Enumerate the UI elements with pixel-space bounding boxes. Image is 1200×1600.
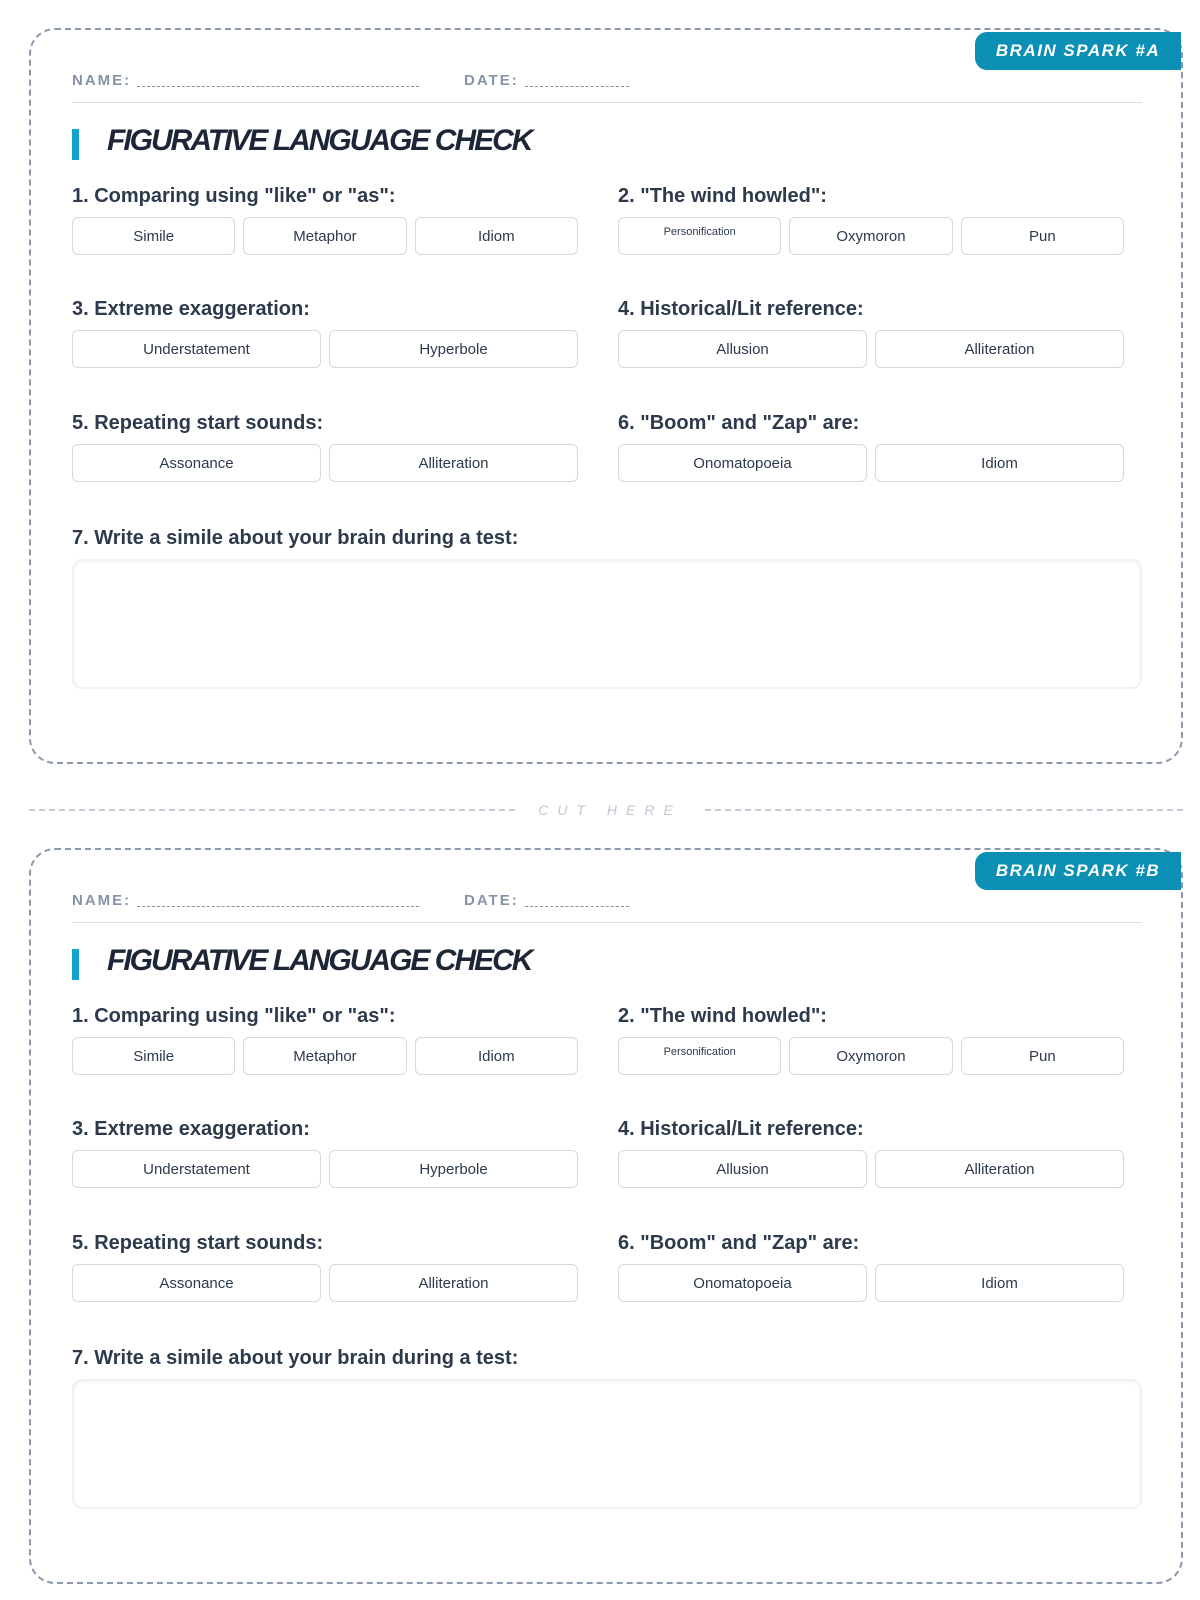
option-pun[interactable]: Pun	[961, 217, 1124, 255]
question-4	[618, 297, 1124, 368]
option-onomatopoeia[interactable]: Onomatopoeia	[618, 1264, 867, 1302]
name-field	[72, 72, 419, 89]
option-assonance[interactable]: Assonance	[72, 444, 321, 482]
cut-divider	[29, 800, 1183, 820]
question-7	[72, 1346, 1142, 1509]
question-label: 7. Write a simile about your brain during a test:	[72, 1347, 519, 1369]
date-label: DATE:	[464, 892, 519, 909]
option-oxymoron[interactable]: Oxymoron	[789, 1037, 952, 1075]
option-idiom[interactable]: Idiom	[875, 444, 1124, 482]
option-alliteration[interactable]: Alliteration	[875, 1150, 1124, 1188]
option-metaphor[interactable]: Metaphor	[243, 217, 406, 255]
option-understatement[interactable]: Understatement	[72, 1150, 321, 1188]
question-5	[72, 411, 578, 482]
cut-line-left	[29, 809, 515, 811]
title-accent-bar	[72, 949, 79, 980]
question-label: 3. Extreme exaggeration:	[72, 298, 310, 320]
card-badge: BRAIN SPARK #A	[975, 32, 1181, 70]
option-hyperbole[interactable]: Hyperbole	[329, 330, 578, 368]
question-label: 1. Comparing using "like" or "as":	[72, 1005, 396, 1027]
question-2	[618, 184, 1124, 255]
question-2	[618, 1004, 1124, 1075]
worksheet-card-b	[29, 848, 1183, 1584]
question-4	[618, 1117, 1124, 1188]
question-6	[618, 1231, 1124, 1302]
question-label: 2. "The wind howled":	[618, 1005, 827, 1027]
option-oxymoron[interactable]: Oxymoron	[789, 217, 952, 255]
question-label: 3. Extreme exaggeration:	[72, 1118, 310, 1140]
question-5	[72, 1231, 578, 1302]
question-label: 4. Historical/Lit reference:	[618, 298, 864, 320]
option-idiom[interactable]: Idiom	[415, 1037, 578, 1075]
date-field	[464, 72, 629, 89]
option-alliteration[interactable]: Alliteration	[875, 330, 1124, 368]
question-label: 6. "Boom" and "Zap" are:	[618, 1232, 860, 1254]
page-title: FIGURATIVE LANGUAGE CHECK	[107, 124, 532, 157]
option-onomatopoeia[interactable]: Onomatopoeia	[618, 444, 867, 482]
question-1	[72, 184, 578, 255]
date-blank[interactable]	[525, 72, 629, 87]
cut-here-label: CUT HERE	[538, 802, 682, 818]
header-fields	[72, 892, 1142, 923]
option-idiom[interactable]: Idiom	[415, 217, 578, 255]
date-field	[464, 892, 629, 909]
option-metaphor[interactable]: Metaphor	[243, 1037, 406, 1075]
page-title: FIGURATIVE LANGUAGE CHECK	[107, 944, 532, 977]
question-label: 6. "Boom" and "Zap" are:	[618, 412, 860, 434]
option-assonance[interactable]: Assonance	[72, 1264, 321, 1302]
name-blank[interactable]	[137, 892, 419, 907]
question-label: 2. "The wind howled":	[618, 185, 827, 207]
option-simile[interactable]: Simile	[72, 1037, 235, 1075]
date-blank[interactable]	[525, 892, 629, 907]
question-label: 7. Write a simile about your brain during a test:	[72, 527, 519, 549]
name-label: NAME:	[72, 72, 132, 89]
header-fields	[72, 72, 1142, 103]
question-1	[72, 1004, 578, 1075]
question-7	[72, 526, 1142, 689]
option-simile[interactable]: Simile	[72, 217, 235, 255]
worksheet-card-a	[29, 28, 1183, 764]
option-idiom[interactable]: Idiom	[875, 1264, 1124, 1302]
name-blank[interactable]	[137, 72, 419, 87]
option-allusion[interactable]: Allusion	[618, 1150, 867, 1188]
question-6	[618, 411, 1124, 482]
question-label: 1. Comparing using "like" or "as":	[72, 185, 396, 207]
name-field	[72, 892, 419, 909]
question-3	[72, 297, 578, 368]
option-allusion[interactable]: Allusion	[618, 330, 867, 368]
cut-line-right	[705, 809, 1183, 811]
option-alliteration[interactable]: Alliteration	[329, 1264, 578, 1302]
option-personification[interactable]: Personification	[618, 217, 781, 255]
answer-textarea[interactable]	[72, 1379, 1142, 1509]
card-badge: BRAIN SPARK #B	[975, 852, 1181, 890]
option-hyperbole[interactable]: Hyperbole	[329, 1150, 578, 1188]
option-alliteration[interactable]: Alliteration	[329, 444, 578, 482]
option-personification[interactable]: Personification	[618, 1037, 781, 1075]
question-label: 5. Repeating start sounds:	[72, 412, 324, 434]
option-understatement[interactable]: Understatement	[72, 330, 321, 368]
option-pun[interactable]: Pun	[961, 1037, 1124, 1075]
question-label: 4. Historical/Lit reference:	[618, 1118, 864, 1140]
name-label: NAME:	[72, 892, 132, 909]
question-3	[72, 1117, 578, 1188]
question-label: 5. Repeating start sounds:	[72, 1232, 324, 1254]
date-label: DATE:	[464, 72, 519, 89]
answer-textarea[interactable]	[72, 559, 1142, 689]
title-accent-bar	[72, 129, 79, 160]
